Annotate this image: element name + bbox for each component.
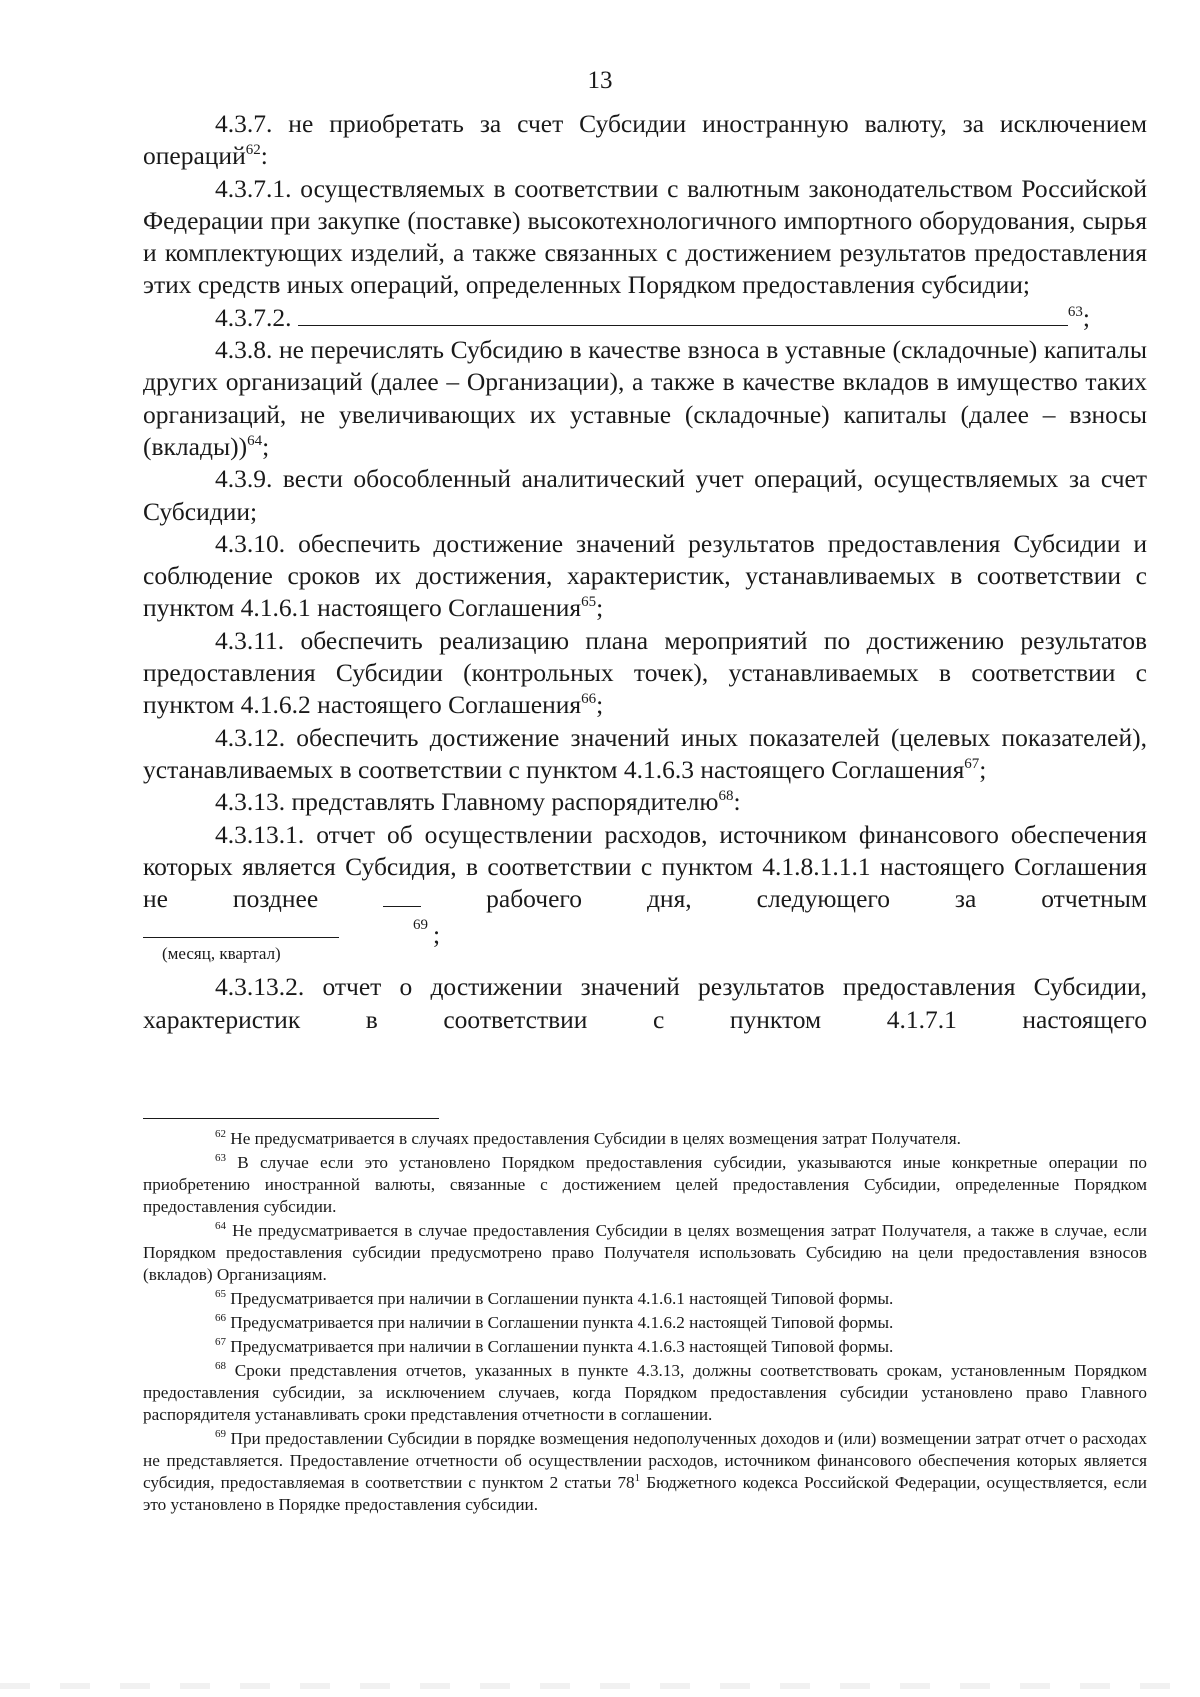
footnotes-block <box>143 1128 1147 1518</box>
footnote-separator <box>143 1118 439 1119</box>
clause-4-3-7-2: 4.3.7.2. $^{63}$; <box>215 302 1090 332</box>
page-number: 13 <box>587 67 613 94</box>
footnote-ref-69[interactable]: 69 <box>413 917 428 934</box>
footnote-62: $^{62}$ Не предусматривается в случаях предоставления Субсидии в целях возмещения затрат Получателя. <box>215 1128 961 1148</box>
period-caption: (месяц, квартал) <box>162 944 281 964</box>
footnote-68: $^{68}$ Сроки представления отчетов, указанных в пункте 4.3.13, должны соответствовать срокам, установленным Порядком предоставления субсидии, за исключением случаев, когда Порядком предоставления субсидии установлено право Главного распорядителя устанавливать сроки представления отчетности в соглашении. <box>143 1360 1148 1424</box>
fill-in-blank-operations[interactable] <box>298 303 1068 326</box>
clause-4-3-7-1: 4.3.7.1. осуществляемых в соответствии с валютным законодательством Российской Федерации при закупке (поставке) высокотехнологичного импортного оборудования, сырья и комплектующих изделий, а также связанных с достижением результатов предоставления этих средств иных операций, определенных Порядком предоставления субсидии; <box>143 173 1147 300</box>
clause-4-3-8: 4.3.8. не перечислять Субсидию в качестве взноса в уставные (складочные) капиталы других организаций (далее – Организации), а также в качестве вкладов в имущество таких организаций, не увеличивающих их уставные (складочные) капиталы (далее – взносы (вклады))$^{64}$; <box>143 335 1147 461</box>
footnote-63: $^{63}$ В случае если это установлено Порядком предоставления субсидии, указываются иные конкретные операции по приобретению иностранной валюты, связанные с достижением целей предоставления Субсидии, определенные Порядком предоставления субсидии. <box>143 1152 1148 1216</box>
footnote-65: $^{65}$ Предусматривается при наличии в Соглашении пункта 4.1.6.1 настоящей Типовой формы. <box>215 1288 894 1308</box>
footnote-ref-63[interactable]: 63 <box>1067 303 1083 320</box>
clause-4-3-9: 4.3.9. вести обособленный аналитический учет операций, осуществляемых за счет Субсидии; <box>143 464 1147 526</box>
fill-in-blank-period[interactable] <box>143 915 339 938</box>
footnote-ref-68[interactable]: 68 <box>718 788 734 805</box>
footnote-ref-64[interactable]: 64 <box>247 432 263 449</box>
scan-edge-artifact <box>0 1683 1200 1689</box>
footnote-67: $^{67}$ Предусматривается при наличии в Соглашении пункта 4.1.6.3 настоящей Типовой формы. <box>215 1336 894 1356</box>
footnote-ref-66[interactable]: 66 <box>581 691 597 708</box>
clause-4-3-13-1: 4.3.13.1. отчет об осуществлении расходов, источником финансового обеспечения которых является Субсидия, в соответствии с пунктом 4.1.8.1.1.1 настоящего Соглашения не позднее рабочего дня, следующего за отчетным <box>143 819 1148 914</box>
footnote-66: $^{66}$ Предусматривается при наличии в Соглашении пункта 4.1.6.2 настоящей Типовой формы. <box>215 1312 894 1332</box>
footnote-ref-65[interactable]: 65 <box>581 594 597 611</box>
clause-4-3-12: 4.3.12. обеспечить достижение значений иных показателей (целевых показателей), устанавливаемых в соответствии с пунктом 4.1.6.3 настоящего Соглашения$^{67}$; <box>143 722 1147 784</box>
footnote-69: $^{69}$ При предоставлении Субсидии в порядке возмещения недополученных доходов и (или) возмещении затрат отчет о расходах не представляется. Предоставление отчетности об осуществлении расходов, источником финансового обеспечения которых является субсидия, предоставляемая в соответствии с пунктом 2 статьи $78^1$ Бюджетного кодекса Российской Федерации, осуществляется, если это установлено в Порядке предоставления субсидии. <box>143 1428 1147 1514</box>
period-fill-line: 69 ; <box>143 915 1147 953</box>
clause-4-3-13: 4.3.13. представлять Главному распорядителю$^{68}$: <box>215 787 741 817</box>
footnote-ref-62[interactable]: 62 <box>245 142 261 159</box>
footnote-64: $^{64}$ Не предусматривается в случае предоставления Субсидии в целях возмещения затрат Получателя, а также в случае, если Порядком предоставления субсидии предусмотрено право Получателя использовать Субсидию на цели предоставления взносов (вкладов) Организациям. <box>143 1220 1147 1284</box>
document-body <box>143 108 1147 1036</box>
clause-4-3-7: 4.3.7. не приобретать за счет Субсидии иностранную валюту, за исключением операций$^{62}$: <box>143 109 1147 171</box>
fill-in-blank-days[interactable] <box>383 884 421 907</box>
clause-4-3-10: 4.3.10. обеспечить достижение значений результатов предоставления Субсидии и соблюдение сроков их достижения, характеристик, устанавливаемых в соответствии с пунктом 4.1.6.1 настоящего Соглашения$^{65}$; <box>143 528 1147 623</box>
footnote-ref-67[interactable]: 67 <box>964 755 980 772</box>
clause-4-3-11: 4.3.11. обеспечить реализацию плана мероприятий по достижению результатов предоставления Субсидии (контрольных точек), устанавливаемых в соответствии с пунктом 4.1.6.2 настоящего Соглашения$^{66}$; <box>143 625 1147 720</box>
clause-4-3-13-2: 4.3.13.2. отчет о достижении значений результатов предоставления Субсидии, характеристик в соответствии с пунктом 4.1.7.1 настоящего <box>143 972 1147 1034</box>
